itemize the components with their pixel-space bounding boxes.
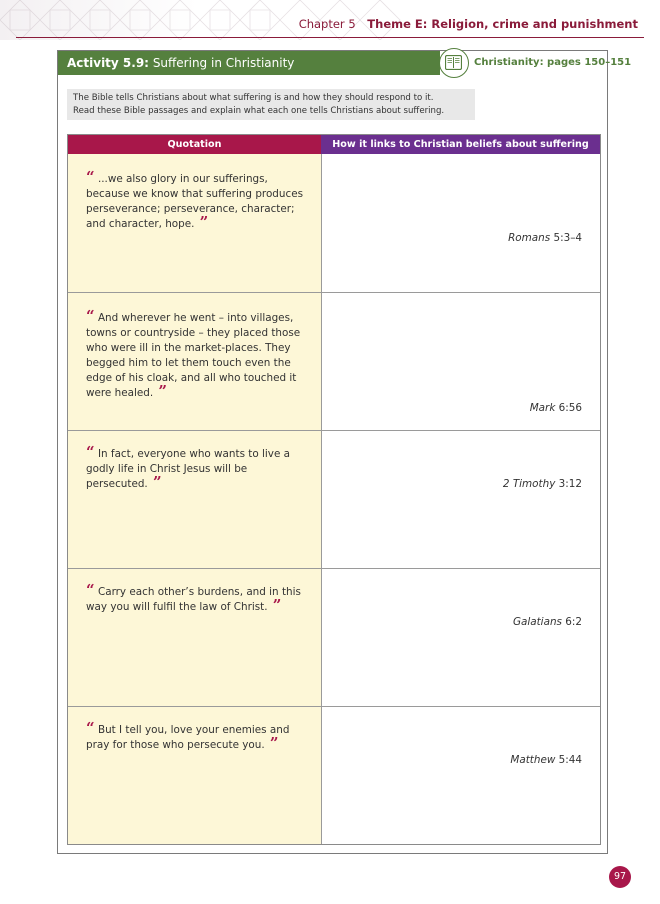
instructions-line-2: Read these Bible passages and explain what each one tells Christians about suffering. <box>73 106 445 116</box>
header-link: How it links to Christian beliefs about suffering <box>321 135 600 154</box>
header-quotation: Quotation <box>68 135 321 154</box>
open-quote-mark: “ <box>86 168 95 186</box>
bible-book: Galatians <box>512 616 562 628</box>
textbook-reference: Christianity: pages 150–151 <box>474 57 632 68</box>
chapter-label: Chapter 5 <box>298 17 356 31</box>
bible-verse: 6:56 <box>558 402 582 414</box>
bible-book: Mark <box>529 402 556 414</box>
open-quote-mark: “ <box>86 307 95 325</box>
quotation-text <box>86 443 308 492</box>
open-quote-mark: “ <box>86 443 95 461</box>
answer-cell[interactable] <box>322 569 600 706</box>
header-divider <box>16 37 644 38</box>
quotation-body: But I tell you, love your enemies and pray for those who persecute you. <box>86 724 290 751</box>
close-quote-mark: ” <box>267 596 282 614</box>
answer-cell[interactable] <box>322 293 600 430</box>
bible-book: 2 Timothy <box>502 478 556 490</box>
bible-verse: 6:2 <box>565 616 582 628</box>
close-quote-mark: ” <box>153 382 168 400</box>
open-quote-mark: “ <box>86 581 95 599</box>
page-number: 97 <box>609 866 631 888</box>
instructions-line-1: The Bible tells Christians about what suffering is and how they should respond to it. <box>73 93 434 103</box>
close-quote-mark: ” <box>264 734 279 752</box>
quotation-body: And wherever he went – into villages, towns or countryside – they placed those who were ill in the market-places. They begged him to let them touch even the edge of his cloak, and all who touched it were healed. <box>86 312 301 399</box>
bible-book: Matthew <box>510 754 556 766</box>
bible-verse: 5:44 <box>558 754 582 766</box>
theme-title: Theme E: Religion, crime and punishment <box>367 17 638 31</box>
bible-book: Romans <box>508 232 551 244</box>
quotation-text <box>86 581 308 615</box>
answer-cell[interactable] <box>322 707 600 844</box>
close-quote-mark: ” <box>194 213 209 231</box>
quotation-body: In fact, everyone who wants to live a godly life in Christ Jesus will be persecuted. <box>86 448 291 490</box>
activity-table <box>67 134 601 845</box>
close-quote-mark: ” <box>147 473 162 491</box>
book-icon <box>439 48 469 78</box>
activity-banner <box>58 51 440 75</box>
answer-cell[interactable] <box>322 431 600 568</box>
quotation-body: ...we also glory in our sufferings, because we know that suffering produces perseverance; perseverance, character; and character, hope. <box>86 173 304 230</box>
answer-cell[interactable] <box>322 154 600 292</box>
quotation-text <box>86 719 308 753</box>
bible-verse: 5:3–4 <box>553 232 582 244</box>
open-quote-mark: “ <box>86 719 95 737</box>
activity-number: Activity 5.9: <box>67 56 149 70</box>
chapter-header <box>299 17 638 31</box>
activity-title: Suffering in Christianity <box>152 56 295 70</box>
instructions-box <box>67 89 475 120</box>
bible-verse: 3:12 <box>558 478 582 490</box>
quotation-text <box>86 307 308 401</box>
quotation-text <box>86 168 308 232</box>
quotation-body: Carry each other’s burdens, and in this way you will fulfil the law of Christ. <box>86 586 301 613</box>
